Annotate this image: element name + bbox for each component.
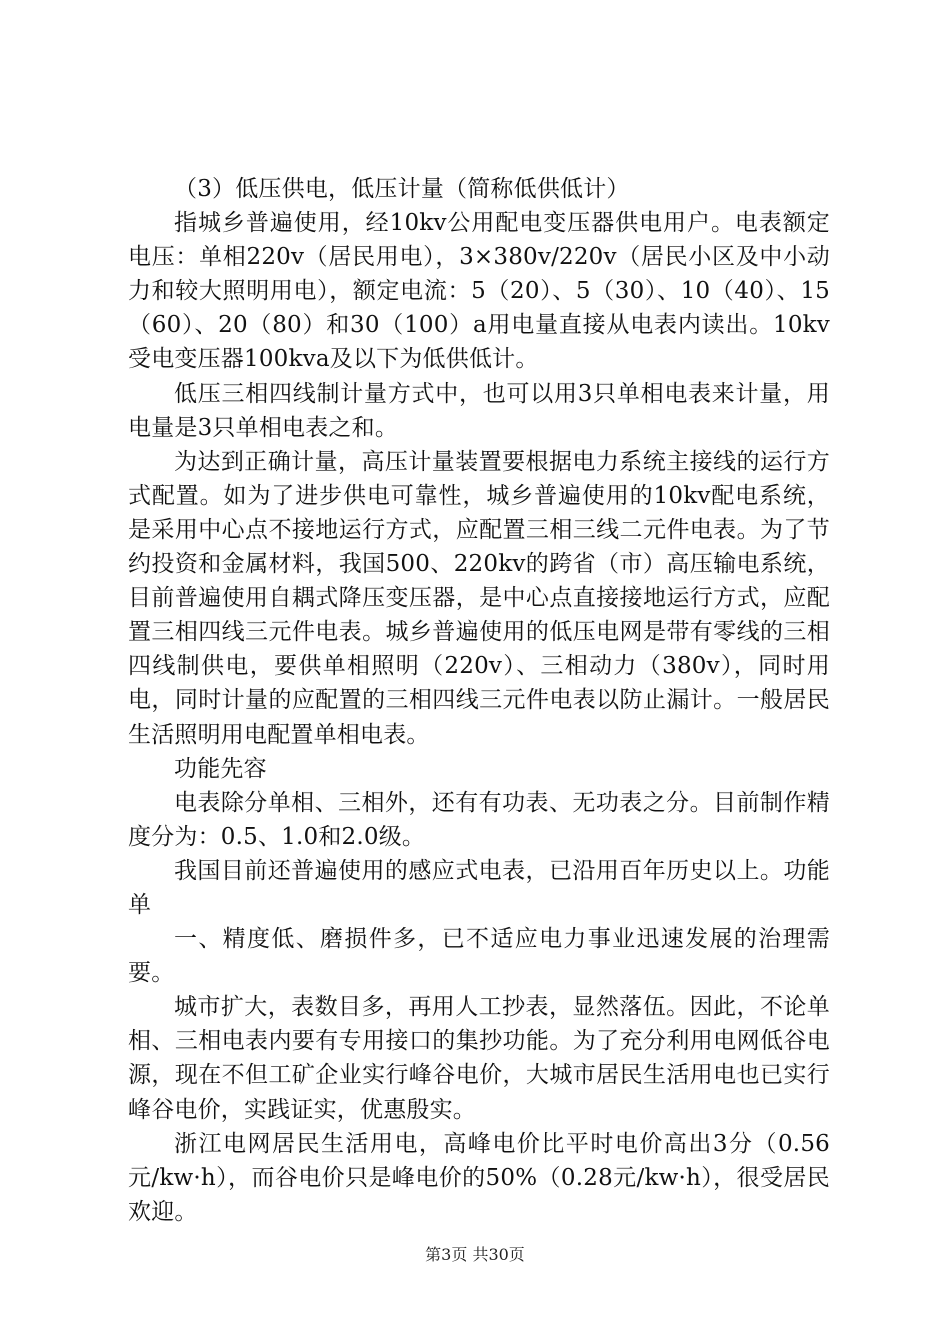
paragraph: 电表除分单相、三相外，还有有功表、无功表之分。目前制作精度分为：0.5、1.0和2.0级。 xyxy=(128,789,830,850)
paragraph: 浙江电网居民生活用电，高峰电价比平时电价高出3分（0.56元/kw·h），而谷电价只是峰电价的50%（0.28元/kw·h），很受居民欢迎。 xyxy=(128,1130,830,1225)
paragraph: 低压三相四线制计量方式中，也可以用3只单相电表来计量，用电量是3只单相电表之和。 xyxy=(128,380,830,441)
paragraph: 指城乡普遍使用，经10kv公用配电变压器供电用户。电表额定电压：单相220v（居民用电），3×380v/220v（居民小区及中小动力和较大照明用电），额定电流：5（20）、5（30）、10（40）、15（60）、20（80）和30（100）a用电量直接从电表内读出。10kv受电变压器100kva及以下为低供低计。 xyxy=(128,210,830,373)
page-number: 第3页 共30页 xyxy=(425,1245,525,1264)
paragraph: 为达到正确计量，高压计量装置要根据电力系统主接线的运行方式配置。如为了进步供电可靠性，城乡普遍使用的10kv配电系统，是采用中心点不接地运行方式，应配置三相三线二元件电表。为了节约投资和金属材料，我国500、220kv的跨省（市）高压输电系统，目前普遍使用自耦式降压变压器，是中心点直接接地运行方式，应配置三相四线三元件电表。城乡普遍使用的低压电网是带有零线的三相四线制供电，要供单相照明（220v）、三相动力（380v），同时用电，同时计量的应配置的三相四线三元件电表以防止漏计。一般居民生活照明用电配置单相电表。 xyxy=(128,448,830,748)
paragraph: 一、精度低、磨损件多，已不适应电力事业迅速发展的治理需要。 xyxy=(128,926,830,987)
section-heading: 功能先容 xyxy=(174,755,267,782)
paragraph: 我国目前还普遍使用的感应式电表，已沿用百年历史以上。功能单 xyxy=(128,857,830,918)
document-body xyxy=(128,172,830,1229)
paragraph: 城市扩大，表数目多，再用人工抄表，显然落伍。因此，不论单相、三相电表内要有专用接口的集抄功能。为了充分利用电网低谷电源，现在不但工矿企业实行峰谷电价，大城市居民生活用电也已实行峰谷电价，实践证实，优惠殷实。 xyxy=(128,994,830,1123)
section-heading: （3）低压供电，低压计量（简称低供低计） xyxy=(174,176,630,202)
